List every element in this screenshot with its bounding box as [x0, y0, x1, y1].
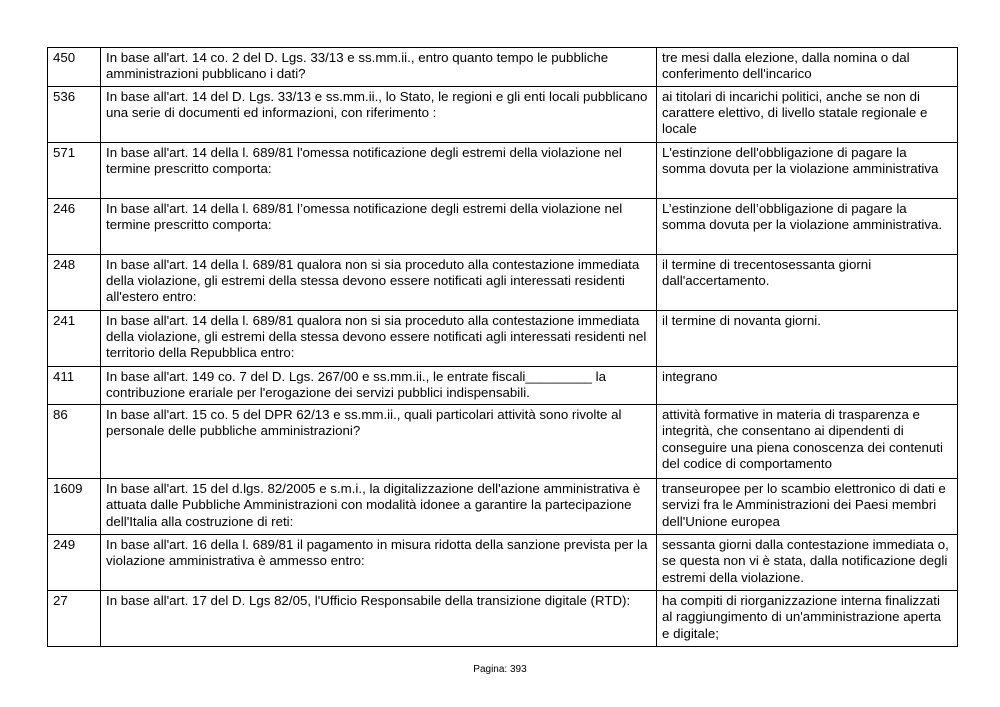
question-cell: In base all'art. 149 co. 7 del D. Lgs. 267/00 e ss.mm.ii., le entrate fiscali_________ la contribuzione erariale per l'erogazione dei servizi pubblici indispensabili.: [101, 366, 657, 405]
question-cell: In base all'art. 17 del D. Lgs 82/05, l'Ufficio Responsabile della transizione digitale (RTD):: [101, 591, 657, 647]
table-row: [48, 48, 958, 87]
question-cell: In base all'art. 14 della l. 689/81 qualora non si sia proceduto alla contestazione immediata della violazione, gli estremi della stessa devono essere notificati agli interessati residenti nel territorio della Repubblica entro:: [101, 310, 657, 366]
row-number: 571: [48, 142, 101, 198]
question-cell: In base all'art. 15 del d.lgs. 82/2005 e s.m.i., la digitalizzazione dell'azione amministrativa è attuata dalle Pubbliche Amministrazioni con modalità idonee a garantire la partecipazione dell'Italia alla costruzione di reti:: [101, 479, 657, 535]
page-footer: Pagina: 393: [473, 664, 527, 675]
row-number: 248: [48, 254, 101, 310]
answer-cell: L'estinzione dell'obbligazione di pagare la somma dovuta per la violazione amministrativa: [657, 142, 958, 198]
table-row: [48, 479, 958, 535]
row-number: 246: [48, 198, 101, 254]
answer-cell: ha compiti di riorganizzazione interna finalizzati al raggiungimento di un'amministrazione aperta e digitale;: [657, 591, 958, 647]
table-row: [48, 366, 958, 405]
question-cell: In base all'art. 15 co. 5 del DPR 62/13 e ss.mm.ii., quali particolari attività sono rivolte al personale delle pubbliche amministrazioni?: [101, 405, 657, 479]
table-body: [48, 48, 958, 647]
table-row: [48, 86, 958, 142]
row-number: 450: [48, 48, 101, 87]
row-number: 1609: [48, 479, 101, 535]
answer-cell: tre mesi dalla elezione, dalla nomina o dal conferimento dell'incarico: [657, 48, 958, 87]
row-number: 411: [48, 366, 101, 405]
answer-cell: sessanta giorni dalla contestazione immediata o, se questa non vi è stata, dalla notificazione degli estremi della violazione.: [657, 535, 958, 591]
table-row: [48, 405, 958, 479]
table-row: [48, 310, 958, 366]
answer-cell: il termine di novanta giorni.: [657, 310, 958, 366]
question-cell: In base all'art. 14 della l. 689/81 l’omessa notificazione degli estremi della violazione nel termine prescritto comporta:: [101, 198, 657, 254]
question-cell: In base all'art. 14 co. 2 del D. Lgs. 33/13 e ss.mm.ii., entro quanto tempo le pubbliche amministrazioni pubblicano i dati?: [101, 48, 657, 87]
row-number: 27: [48, 591, 101, 647]
answer-cell: il termine di trecentosessanta giorni dall'accertamento.: [657, 254, 958, 310]
table-row: [48, 142, 958, 198]
row-number: 241: [48, 310, 101, 366]
question-cell: In base all'art. 16 della l. 689/81 il pagamento in misura ridotta della sanzione prevista per la violazione amministrativa è ammesso entro:: [101, 535, 657, 591]
question-cell: In base all'art. 14 della l. 689/81 l'omessa notificazione degli estremi della violazione nel termine prescritto comporta:: [101, 142, 657, 198]
table-row: [48, 591, 958, 647]
table-row: [48, 535, 958, 591]
question-cell: In base all'art. 14 della l. 689/81 qualora non si sia proceduto alla contestazione immediata della violazione, gli estremi della stessa devono essere notificati agli interessati residenti all'estero entro:: [101, 254, 657, 310]
quiz-table: [47, 47, 958, 647]
answer-cell: L’estinzione dell’obbligazione di pagare la somma dovuta per la violazione amministrativa.: [657, 198, 958, 254]
question-cell: In base all'art. 14 del D. Lgs. 33/13 e ss.mm.ii., lo Stato, le regioni e gli enti locali pubblicano una serie di documenti ed informazioni, con riferimento :: [101, 86, 657, 142]
row-number: 86: [48, 405, 101, 479]
table-row: [48, 254, 958, 310]
answer-cell: transeuropee per lo scambio elettronico di dati e servizi fra le Amministrazioni dei Paesi membri dell'Unione europea: [657, 479, 958, 535]
row-number: 536: [48, 86, 101, 142]
answer-cell: integrano: [657, 366, 958, 405]
answer-cell: ai titolari di incarichi politici, anche se non di carattere elettivo, di livello statale regionale e locale: [657, 86, 958, 142]
row-number: 249: [48, 535, 101, 591]
answer-cell: attività formative in materia di trasparenza e integrità, che consentano ai dipendenti di conseguire una piena conoscenza dei contenuti del codice di comportamento: [657, 405, 958, 479]
table-row: [48, 198, 958, 254]
